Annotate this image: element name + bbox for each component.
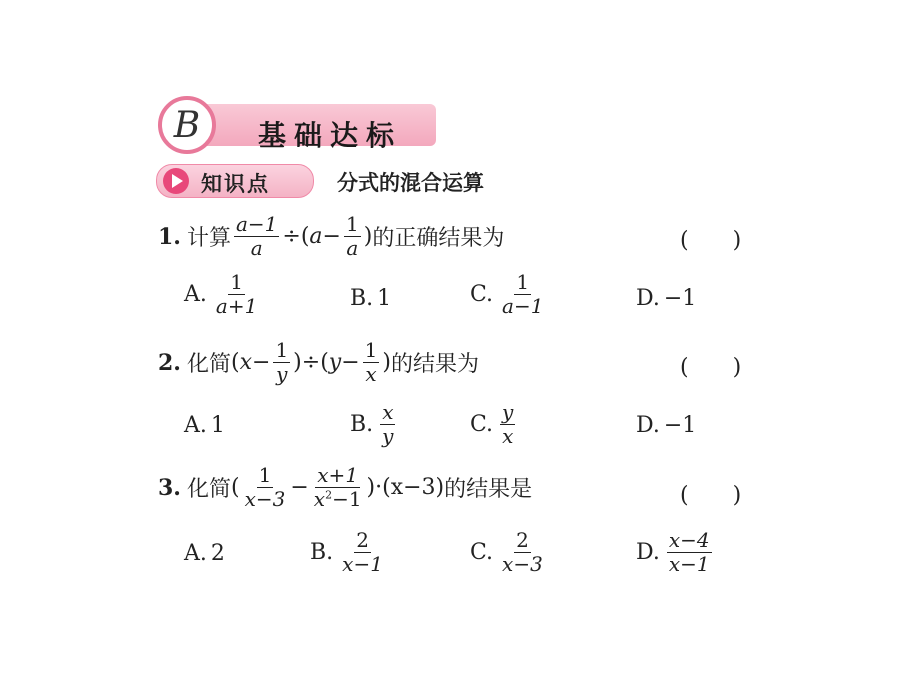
exponent: 2 <box>325 488 333 502</box>
option-value: −1 <box>663 413 697 438</box>
numerator: 2 <box>356 528 369 552</box>
fraction <box>273 340 290 385</box>
option-letter: A. <box>184 541 207 566</box>
option-3d[interactable] <box>636 530 715 575</box>
option-3a[interactable] <box>184 541 225 566</box>
banner-title: 基础达标 <box>258 119 403 152</box>
denominator: y <box>276 362 288 386</box>
option-1c[interactable] <box>470 272 548 317</box>
fraction <box>214 272 259 317</box>
option-letter: C. <box>470 412 494 437</box>
denominator: x−1 <box>342 552 383 576</box>
numerator: a−1 <box>235 212 278 236</box>
fraction <box>243 465 288 510</box>
option-letter: C. <box>470 540 494 565</box>
option-letter: B. <box>310 540 334 565</box>
operator: ) <box>382 350 391 375</box>
option-2a[interactable] <box>184 413 225 438</box>
denominator: x−3 <box>244 487 286 511</box>
variable: x <box>239 350 252 375</box>
play-arrow-icon <box>163 168 189 194</box>
fraction <box>344 214 361 259</box>
fraction <box>667 530 712 575</box>
option-2d[interactable] <box>636 413 696 438</box>
question-intro: 计算 <box>186 226 231 251</box>
numerator: y <box>502 400 514 424</box>
denominator: a <box>250 236 263 260</box>
operator: ( <box>230 475 240 500</box>
numerator: 1 <box>345 212 359 236</box>
denominator <box>312 488 364 510</box>
numerator: 1 <box>364 338 378 362</box>
knowledge-tag <box>156 164 316 198</box>
option-value: −1 <box>663 286 697 311</box>
option-2c[interactable] <box>470 402 518 447</box>
operator: − <box>322 224 341 249</box>
question-1 <box>158 214 504 259</box>
variable: a <box>309 224 323 249</box>
denominator-rest: −1 <box>332 487 362 511</box>
denominator: a−1 <box>502 294 544 318</box>
variable: x <box>313 487 326 511</box>
option-value: 2 <box>210 541 225 566</box>
banner-bar <box>186 104 436 152</box>
topic-title: 分式的混合运算 <box>337 171 484 195</box>
question-number: 2. <box>158 349 181 376</box>
option-3c[interactable] <box>470 530 548 575</box>
option-value: 1 <box>377 286 392 311</box>
numerator: x+1 <box>317 463 359 487</box>
option-letter: D. <box>636 413 660 438</box>
option-letter: A. <box>184 282 207 307</box>
question-number: 1. <box>158 223 181 250</box>
operator: ) <box>363 224 373 249</box>
denominator: a <box>346 236 359 260</box>
numerator: x <box>382 400 394 424</box>
question-tail: 的结果为 <box>390 352 479 377</box>
denominator: x−1 <box>668 552 710 576</box>
denominator: y <box>382 424 394 448</box>
fraction <box>312 465 364 510</box>
operator: − <box>290 475 309 500</box>
banner-badge: B <box>158 96 216 154</box>
fraction <box>363 340 380 385</box>
option-letter: A. <box>184 413 207 438</box>
option-letter: D. <box>636 286 660 311</box>
question-tail: 的正确结果为 <box>372 226 505 251</box>
option-letter: B. <box>350 412 374 437</box>
question-3 <box>158 465 532 510</box>
question-intro: 化简 <box>186 477 231 502</box>
tag-label: 知识点 <box>201 172 270 196</box>
fraction <box>500 402 515 447</box>
denominator: x−3 <box>502 552 543 576</box>
numerator: 1 <box>516 270 530 294</box>
numerator: 1 <box>230 270 243 294</box>
question-tail: 的结果是 <box>444 477 533 502</box>
option-3b[interactable] <box>310 530 388 575</box>
answer-blank-3[interactable]: ( ) <box>680 483 742 508</box>
operator: )·(x−3) <box>366 475 445 500</box>
option-letter: B. <box>350 286 374 311</box>
denominator: a+1 <box>215 294 258 318</box>
option-value: 1 <box>210 413 225 438</box>
operator: − <box>341 350 360 375</box>
fraction <box>234 214 279 259</box>
fraction <box>340 530 385 575</box>
option-letter: C. <box>470 282 494 307</box>
fraction <box>500 272 545 317</box>
denominator: x <box>365 362 377 386</box>
numerator: 1 <box>258 463 272 487</box>
operator: ÷( <box>282 224 310 249</box>
numerator: 2 <box>516 528 529 552</box>
question-intro: 化简 <box>186 352 231 377</box>
answer-blank-1[interactable]: ( ) <box>680 228 742 253</box>
numerator: x−4 <box>668 528 710 552</box>
denominator: x <box>502 424 514 448</box>
option-1d[interactable] <box>636 286 696 311</box>
operator: ( <box>230 350 240 375</box>
section-banner <box>158 96 438 154</box>
option-letter: D. <box>636 540 660 565</box>
numerator: 1 <box>275 338 289 362</box>
option-2b[interactable] <box>350 402 398 447</box>
question-number: 3. <box>158 474 181 501</box>
operator: )÷( <box>293 350 329 375</box>
option-1b[interactable] <box>350 286 391 311</box>
operator: − <box>252 350 271 375</box>
answer-blank-2[interactable]: ( ) <box>680 355 742 380</box>
question-2 <box>158 340 479 385</box>
fraction <box>500 530 545 575</box>
variable: y <box>328 350 342 375</box>
option-1a[interactable] <box>184 272 262 317</box>
fraction <box>380 402 395 447</box>
